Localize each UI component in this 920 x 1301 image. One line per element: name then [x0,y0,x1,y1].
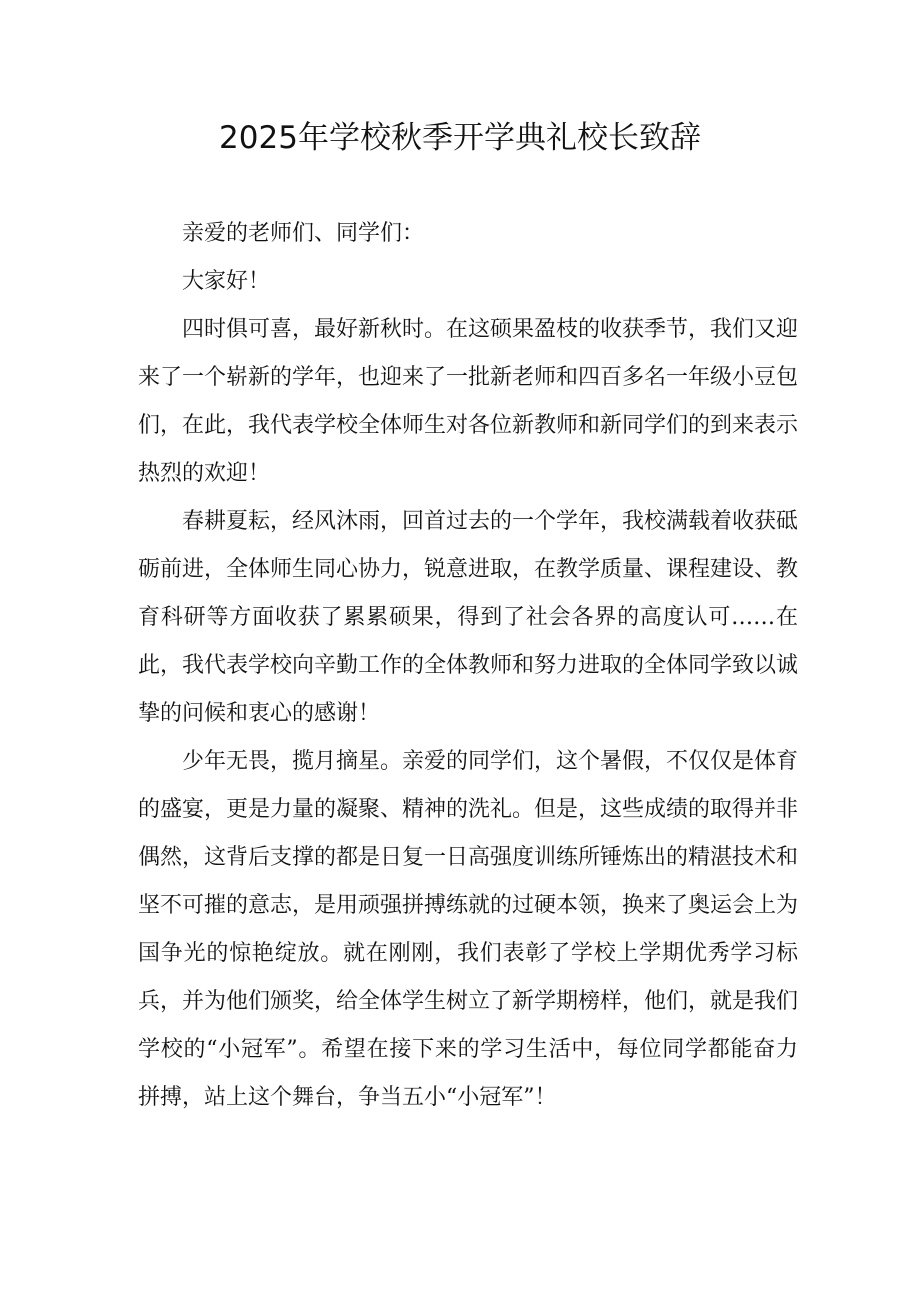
document-body [138,210,798,1122]
salutation: 亲爱的老师们、同学们： [182,221,425,246]
paragraph-encouragement: 少年无畏，揽月摘星。亲爱的同学们，这个暑假，不仅仅是体育的盛宴，更是力量的凝聚、精神的洗礼。但是，这些成绩的取得并非偶然，这背后支撑的都是日复一日高强度训练所锤炼出的精湛技术和坚不可摧的意志，是用顽强拼搏练就的过硬本领，换来了奥运会上为国争光的惊艳绽放。就在刚刚，我们表彰了学校上学期优秀学习标兵，并为他们颁奖，给全体学生树立了新学期榜样，他们，就是我们学校的“小冠军”。希望在接下来的学习生活中，每位同学都能奋力拼搏，站上这个舞台，争当五小“小冠军”！ [138,749,799,1110]
paragraph-review: 春耕夏耘，经风沐雨，回首过去的一个学年，我校满载着收获砥砺前进，全体师生同心协力，锐意进取，在教学质量、课程建设、教育科研等方面收获了累累硕果，得到了社会各界的高度认可……在此，我代表学校向辛勤工作的全体教师和努力进取的全体同学致以诚挚的问候和衷心的感谢！ [138,509,799,726]
paragraph-welcome: 四时俱可喜，最好新秋时。在这硕果盈枝的收获季节，我们又迎来了一个崭新的学年，也迎来了一批新老师和四百多名一年级小豆包们，在此，我代表学校全体师生对各位新教师和新同学们的到来表示热烈的欢迎！ [138,317,799,486]
greeting: 大家好！ [182,269,271,294]
document-title: 2025年学校秋季开学典礼校长致辞 [219,120,701,156]
